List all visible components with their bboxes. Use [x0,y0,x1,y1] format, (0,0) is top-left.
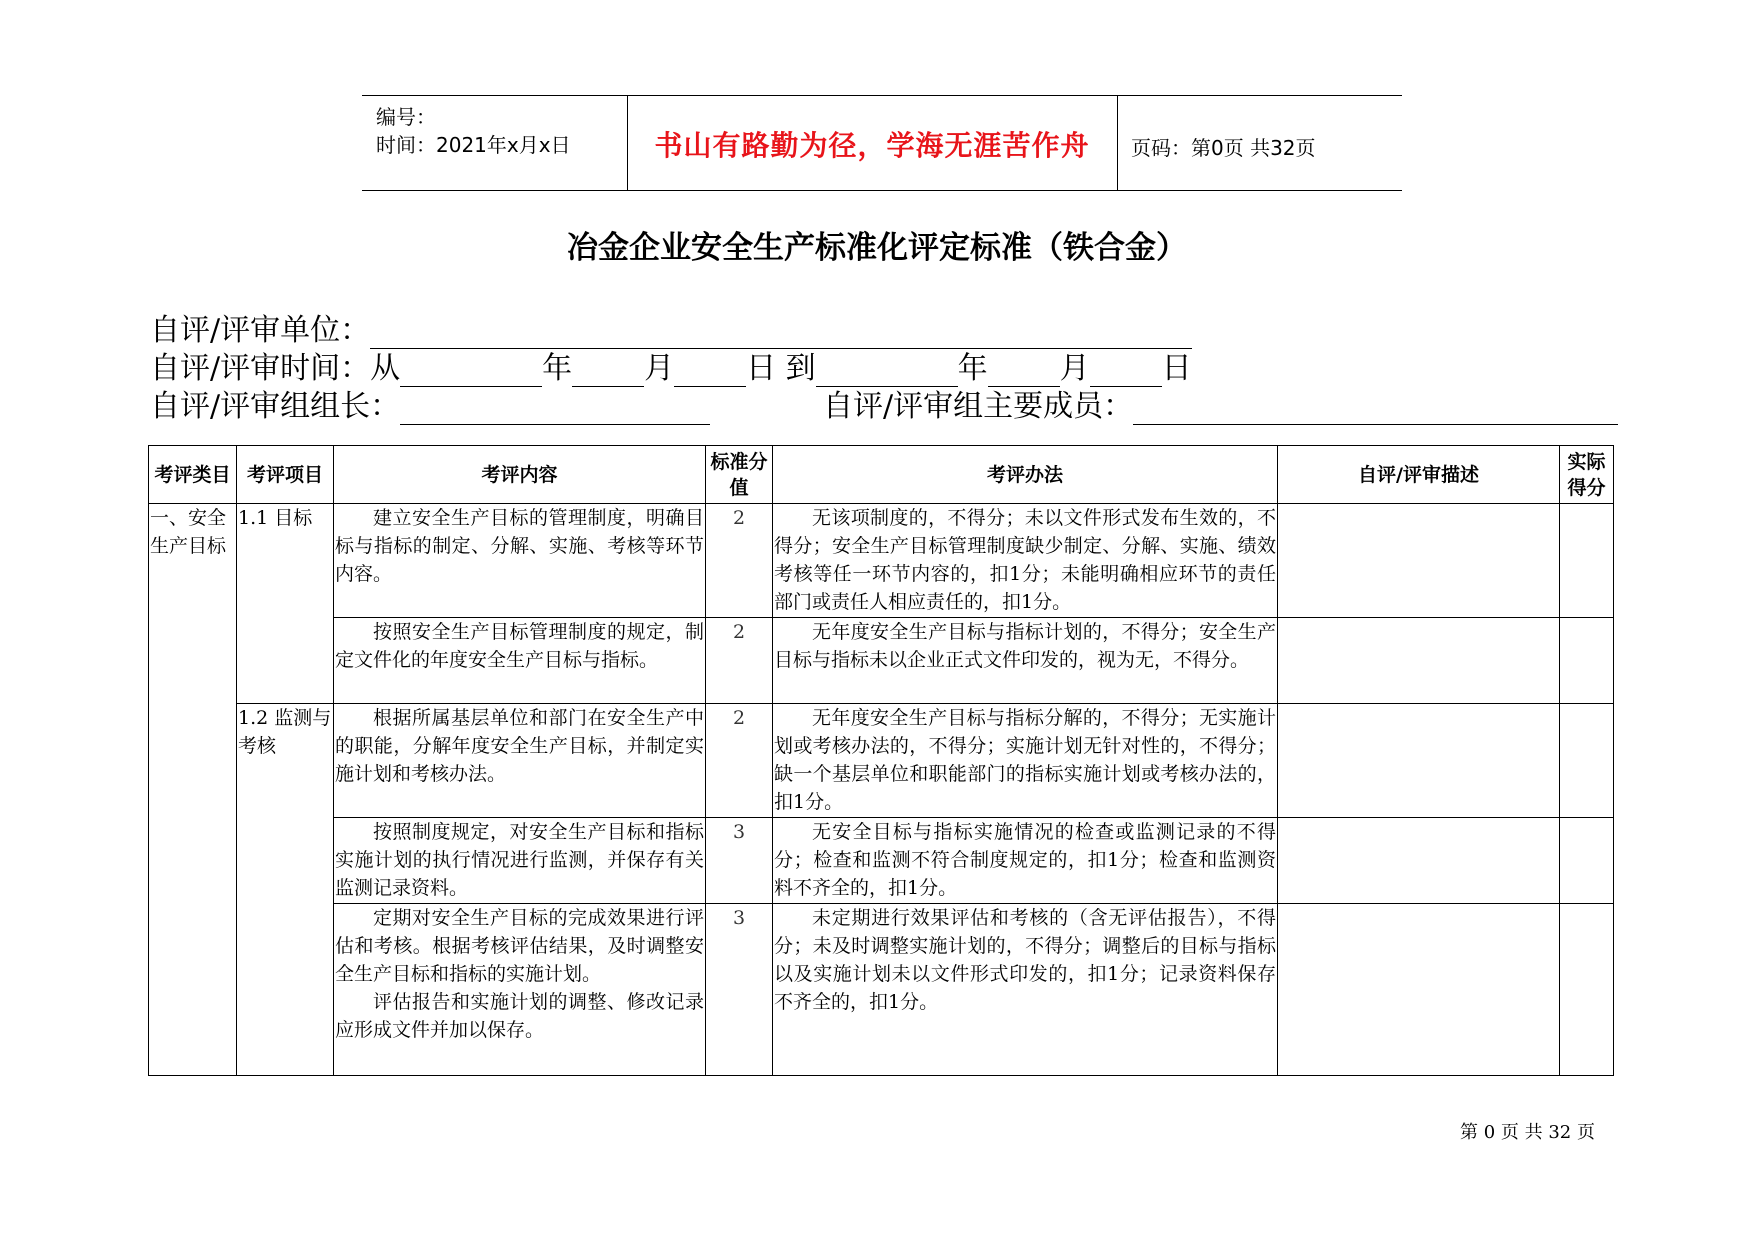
table-row [149,618,1614,704]
members-blank[interactable] [1133,392,1618,425]
method-cell: 无安全目标与指标实施情况的检查或监测记录的不得分；检查和监测不符合制度规定的，扣1分；检查和监测资料不齐全的，扣1分。 [773,818,1278,904]
header-motto-cell [627,96,1118,190]
header-content: 考评内容 [334,446,706,504]
actual-score-cell[interactable] [1560,504,1614,618]
actual-score-cell[interactable] [1560,704,1614,818]
method-cell: 无年度安全生产目标与指标计划的，不得分；安全生产目标与指标未以企业正式文件印发的，视为无，不得分。 [773,618,1278,704]
page-title: 冶金企业安全生产标准化评定标准（铁合金） [567,230,1187,266]
document-header [362,95,1402,191]
item-cell-1-1: 1.1 目标 [237,504,334,704]
table-row [149,704,1614,818]
score-cell: 2 [706,618,773,704]
method-cell: 无该项制度的，不得分；未以文件形式发布生效的，不得分；安全生产目标管理制度缺少制定、分解、实施、绩效考核等任一环节内容的，扣1分；未能明确相应环节的责任部门或责任人相应责任的，扣1分。 [773,504,1278,618]
category-cell: 一、安全生产目标 [149,504,237,1076]
score-cell: 3 [706,818,773,904]
from-year-label: 年 [542,351,573,386]
from-month-label: 月 [644,351,675,386]
content-paragraph: 定期对安全生产目标的完成效果进行评估和考核。根据考核评估结果，及时调整安全生产目标和指标的实施计划。 [335,907,704,985]
motto: 书山有路勤为径，学海无涯苦作舟 [654,129,1090,162]
header-category: 考评类目 [149,446,237,504]
leader-label: 自评/评审组组长： [150,389,401,424]
content-cell: 按照安全生产目标管理制度的规定，制定文件化的年度安全生产目标与指标。 [334,618,706,704]
header-score: 标准分值 [706,446,773,504]
document-time-label: 时间：2021年x月x日 [376,133,571,157]
header-actual: 实际得分 [1560,446,1614,504]
header-item: 考评项目 [237,446,334,504]
header-description: 自评/评审描述 [1278,446,1560,504]
content-cell: 建立安全生产目标的管理制度，明确目标与指标的制定、分解、实施、考核等环节内容。 [334,504,706,618]
unit-label: 自评/评审单位： [150,313,371,348]
header-page-cell [1117,96,1402,190]
description-cell[interactable] [1278,618,1560,704]
form-members-line [823,381,1618,425]
table-row [149,904,1614,1076]
method-cell: 无年度安全生产目标与指标分解的，不得分；无实施计划或考核办法的，不得分；实施计划无针对性的，不得分；缺一个基层单位和职能部门的指标实施计划或考核办法的，扣1分。 [773,704,1278,818]
description-cell[interactable] [1278,704,1560,818]
content-paragraph: 评估报告和实施计划的调整、修改记录应形成文件并加以保存。 [335,991,704,1041]
score-cell: 2 [706,504,773,618]
actual-score-cell[interactable] [1560,818,1614,904]
table-row [149,818,1614,904]
members-label: 自评/评审组主要成员： [823,389,1134,424]
form-leader-line [150,381,710,425]
item-cell-1-2: 1.2 监测与考核 [237,704,334,1076]
actual-score-cell[interactable] [1560,618,1614,704]
to-day-label: 日 [1161,351,1192,386]
header-left-cell [362,96,628,190]
table-row [149,504,1614,618]
actual-score-cell[interactable] [1560,904,1614,1076]
from-day-label: 日 [746,351,777,386]
document-number-label: 编号： [376,105,436,129]
score-cell: 3 [706,904,773,1076]
method-cell: 未定期进行效果评估和考核的（含无评估报告），不得分；未及时调整实施计划的，不得分；调整后的目标与指标以及实施计划未以文件形式印发的，扣1分；记录资料保存不齐全的，扣1分。 [773,904,1278,1076]
page-indicator: 页码：第0页 共32页 [1131,136,1316,160]
content-cell: 按照制度规定，对安全生产目标和指标实施计划的执行情况进行监测，并保存有关监测记录资料。 [334,818,706,904]
to-label: 到 [785,351,816,386]
description-cell[interactable] [1278,904,1560,1076]
content-cell [334,904,706,1076]
table-header-row [149,446,1614,504]
to-year-label: 年 [957,351,988,386]
description-cell[interactable] [1278,818,1560,904]
content-cell: 根据所属基层单位和部门在安全生产中的职能，分解年度安全生产目标，并制定实施计划和考核办法。 [334,704,706,818]
page-footer: 第 0 页 共 32 页 [1460,1122,1595,1143]
description-cell[interactable] [1278,504,1560,618]
evaluation-table [148,445,1614,1076]
to-month-label: 月 [1059,351,1090,386]
score-cell: 2 [706,704,773,818]
leader-blank[interactable] [400,392,710,425]
header-method: 考评办法 [773,446,1278,504]
time-label: 自评/评审时间：从 [150,351,401,386]
